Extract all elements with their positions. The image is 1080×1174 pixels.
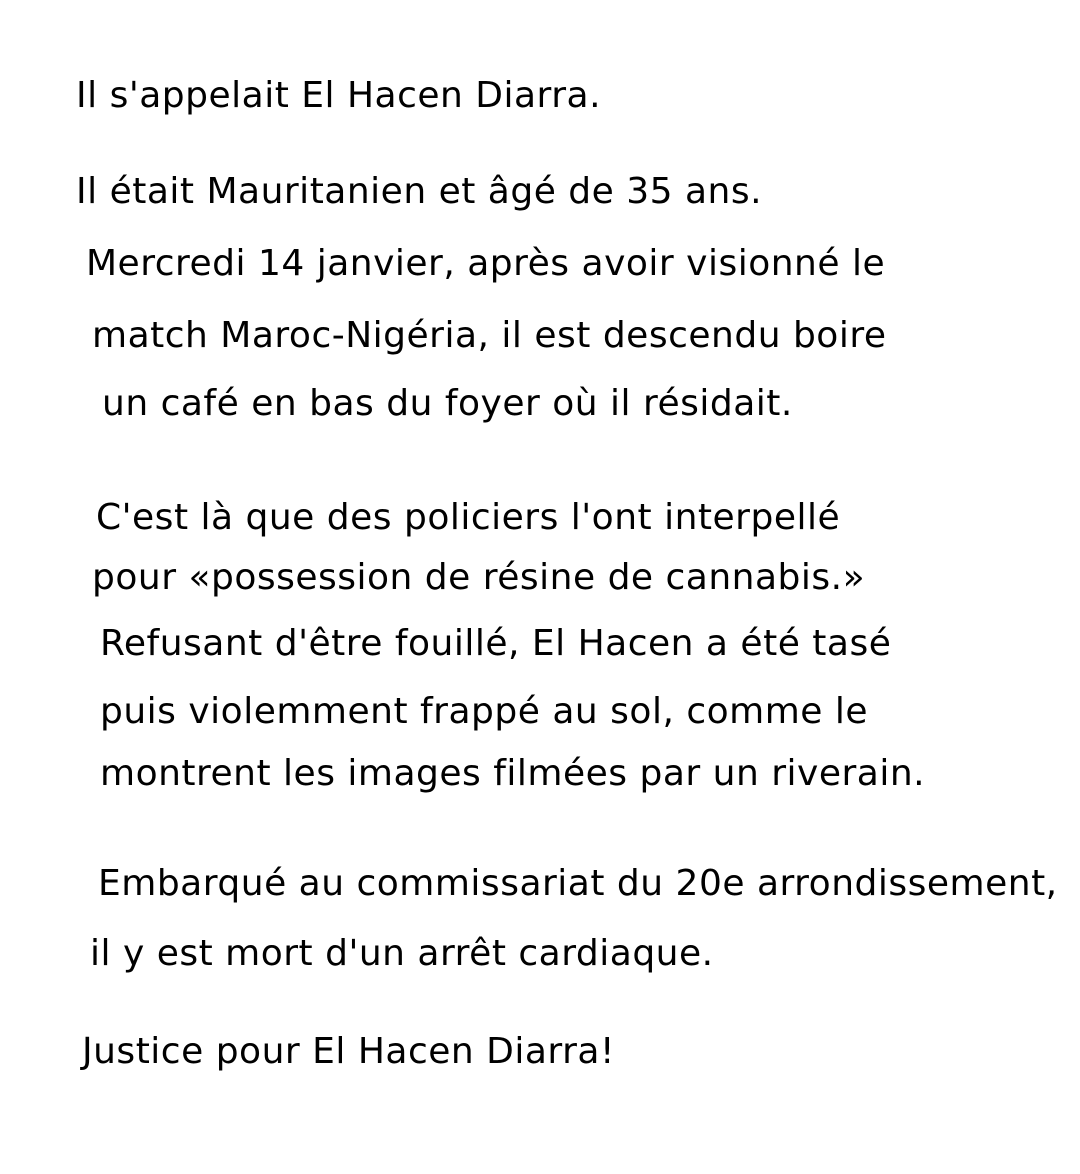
note-line-3: Mercredi 14 janvier, après avoir visionné le — [86, 243, 886, 284]
note-line-7: pour «possession de résine de cannabis.» — [92, 557, 866, 598]
note-line-4: match Maroc-Nigéria, il est descendu boire — [92, 315, 887, 356]
note-line-1: Il s'appelait El Hacen Diarra. — [76, 75, 602, 116]
note-line-10: montrent les images filmées par un riverain. — [100, 753, 926, 794]
note-line-8: Refusant d'être fouillé, El Hacen a été tasé — [100, 623, 892, 664]
note-line-9: puis violemment frappé au sol, comme le — [100, 691, 869, 732]
note-line-11: Embarqué au commissariat du 20e arrondissement, — [98, 863, 1058, 904]
note-line-12: il y est mort d'un arrêt cardiaque. — [90, 933, 714, 974]
note-line-5: un café en bas du foyer où il résidait. — [102, 383, 793, 424]
note-line-13: Justice pour El Hacen Diarra! — [82, 1031, 615, 1072]
note-line-2: Il était Mauritanien et âgé de 35 ans. — [76, 171, 763, 212]
note-line-6: C'est là que des policiers l'ont interpellé — [96, 497, 841, 538]
